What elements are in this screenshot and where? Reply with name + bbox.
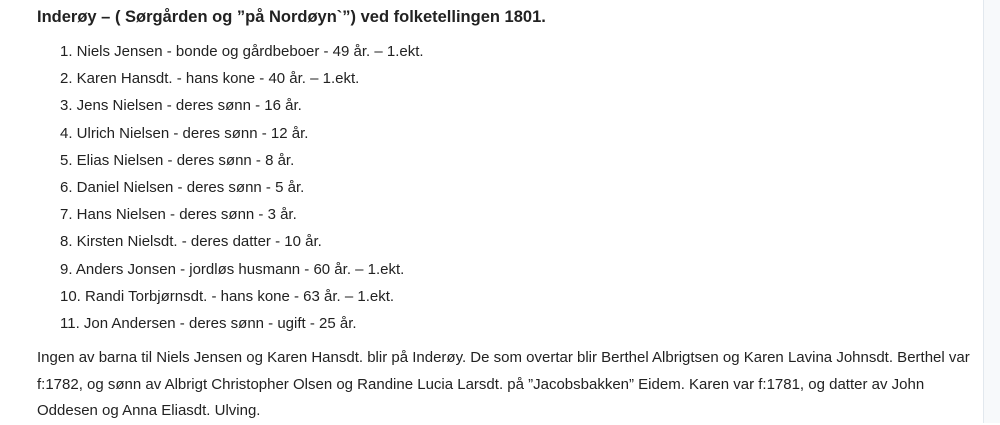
list-item: 10. Randi Torbjørnsdt. - hans kone - 63 år. – 1.ekt. xyxy=(60,287,395,305)
list-item: 3. Jens Nielsen - deres sønn - 16 år. xyxy=(60,97,302,115)
list-item: 5. Elias Nielsen - deres sønn - 8 år. xyxy=(60,151,295,169)
list-item: 9. Anders Jonsen - jordløs husmann - 60 år. – 1.ekt. xyxy=(60,260,405,278)
list-item: 8. Kirsten Nielsdt. - deres datter - 10 år. xyxy=(60,233,322,251)
list-item: 2. Karen Hansdt. - hans kone - 40 år. – 1.ekt. xyxy=(60,70,360,88)
list-item: 6. Daniel Nielsen - deres sønn - 5 år. xyxy=(60,178,305,196)
list-item: 7. Hans Nielsen - deres sønn - 3 år. xyxy=(60,206,297,224)
scroll-track[interactable] xyxy=(984,0,1000,423)
list-item: 1. Niels Jensen - bonde og gårdbeboer - 49 år. – 1.ekt. xyxy=(60,43,424,60)
page-title: Inderøy – ( Sørgården og ”på Nordøyn`”) ved folketellingen 1801. xyxy=(37,8,546,26)
list-item: 11. Jon Andersen - deres sønn - ugift - 25 år. xyxy=(60,314,357,332)
description-paragraph: Ingen av barna til Niels Jensen og Karen Hansdt. blir på Inderøy. De som overtar blir Berthel Albrigtsen og Karen Lavina Johnsdt. Berthel var f:1782, og sønn av Albrigt Christopher Olsen og Randine Lucia Larsdt. på ”Jacobsbakken” Eidem. Karen var f:1781, og datter av John Oddesen og Anna Eliasdt. Ulving. xyxy=(37,349,970,420)
census-person-list xyxy=(60,38,424,337)
list-item: 4. Ulrich Nielsen - deres sønn - 12 år. xyxy=(60,124,309,142)
